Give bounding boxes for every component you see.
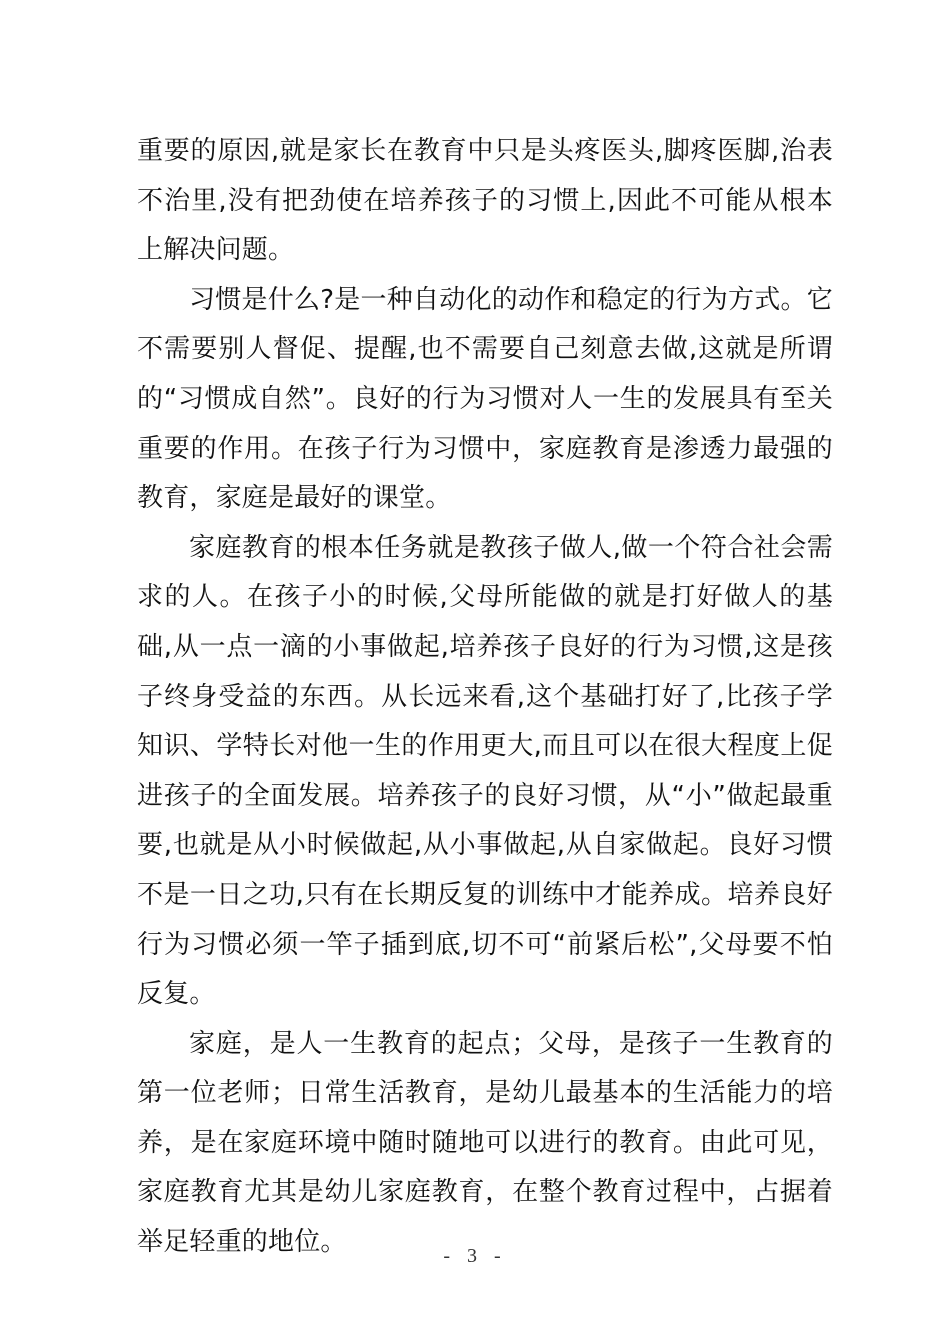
paragraph-family-starting-point: 家庭，是人一生教育的起点；父母，是孩子一生教育的第一位老师；日常生活教育，是幼儿最基本的生活能力的培养，是在家庭环境中随时随地可以进行的教育。由此可见，家庭教育尤其是幼儿家庭教育，在整个教育过程中，占据着举足轻重的地位。: [137, 1028, 833, 1258]
page-number: - 3 -: [443, 1245, 507, 1267]
paragraph-continuation: 重要的原因,就是家长在教育中只是头疼医头,脚疼医脚,治表不治里,没有把劲使在培养孩子的习惯上,因此不可能从根本上解决问题。: [137, 136, 833, 266]
body-text: [137, 127, 833, 1268]
paragraph-habit-definition: 习惯是什么?是一种自动化的动作和稳定的行为方式。它不需要别人督促、提醒,也不需要自己刻意去做,这就是所谓的“习惯成自然”。良好的行为习惯对人一生的发展具有至关重要的作用。在孩子行为习惯中，家庭教育是渗透力最强的教育，家庭是最好的课堂。: [137, 284, 833, 514]
paragraph-family-education-task: 家庭教育的根本任务就是教孩子做人,做一个符合社会需求的人。在孩子小的时候,父母所能做的就是打好做人的基础,从一点一滴的小事做起,培养孩子良好的行为习惯,这是孩子终身受益的东西。从长远来看,这个基础打好了,比孩子学知识、学特长对他一生的作用更大,而且可以在很大程度上促进孩子的全面发展。培养孩子的良好习惯，从“小”做起最重要,也就是从小时候做起,从小事做起,从自家做起。良好习惯不是一日之功,只有在长期反复的训练中才能养成。培养良好行为习惯必须一竿子插到底,切不可“前紧后松”,父母要不怕反复。: [137, 532, 833, 1010]
